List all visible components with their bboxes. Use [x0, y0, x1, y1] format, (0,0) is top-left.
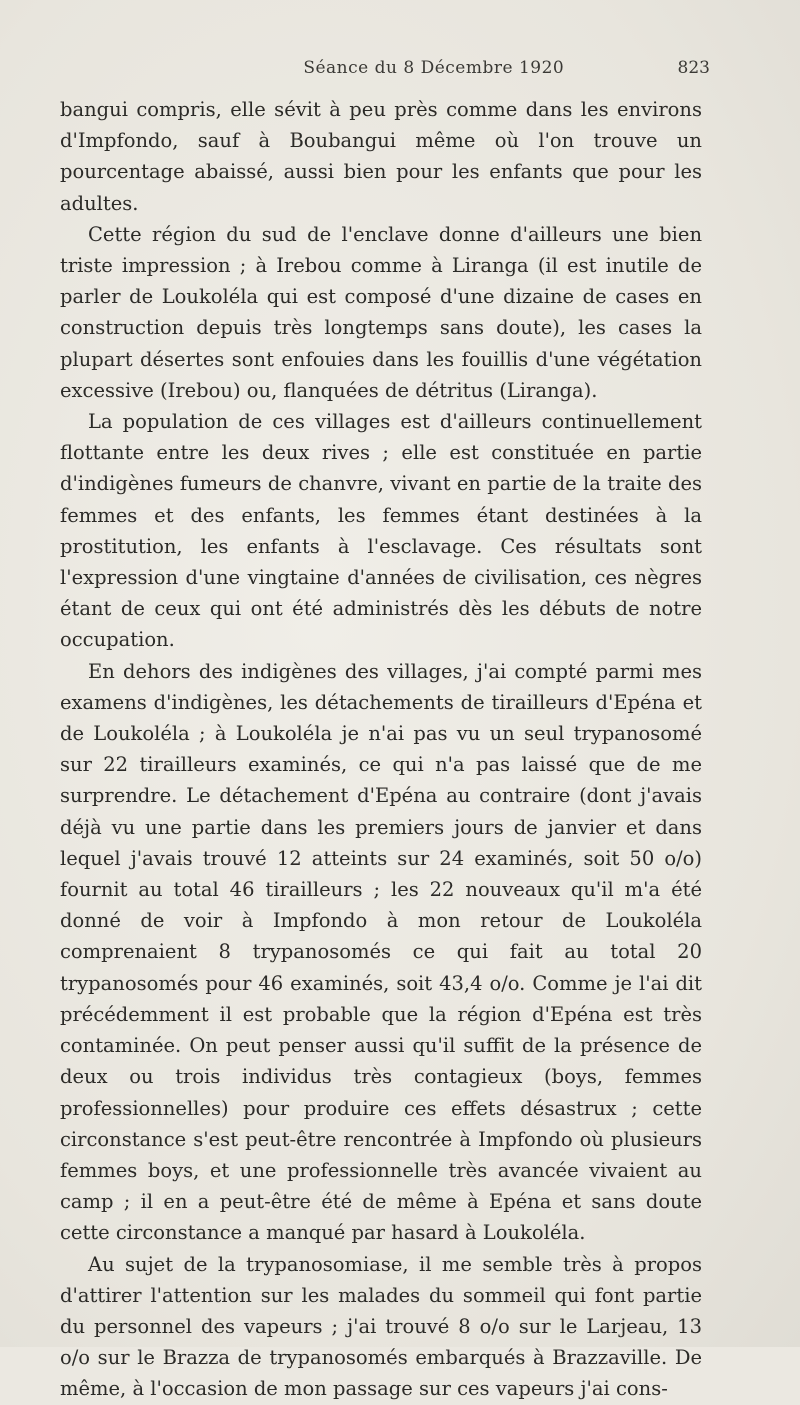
- paragraph: Cette région du sud de l'enclave donne d'ailleurs une bien triste impression ; à Irebou comme à Liranga (il est inutile de parler de Loukoléla qui est composé d'une dizaine de cases en construction depuis très longtemps sans doute), les cases la plupart désertes sont enfouies dans les fouillis d'une végétation excessive (Irebou) ou, flanquées de détritus (Liranga).: [60, 222, 702, 402]
- running-head: [60, 58, 710, 90]
- paragraph: La population de ces villages est d'ailleurs continuellement flottante entre les deux rives ; elle est constituée en partie d'indigènes fumeurs de chanvre, vivant en partie de la traite des femmes et des enfants, les femmes étant destinées à la prostitution, les enfants à l'esclavage. Ces résultats sont l'expression d'une vingtaine d'années de civilisation, ces nègres étant de ceux qui ont été administrés dès les débuts de notre occupation.: [60, 410, 702, 652]
- paragraph: bangui compris, elle sévit à peu près comme dans les environs d'Impfondo, sauf à Boubangui même où l'on trouve un pourcentage abaissé, aussi bien pour les enfants que pour les adultes.: [60, 98, 702, 215]
- body-text: [60, 94, 702, 1405]
- paragraph: En dehors des indigènes des villages, j'ai compté parmi mes examens d'indigènes, les détachements de tirailleurs d'Epéna et de Loukoléla ; à Loukoléla je n'ai pas vu un seul trypanosomé sur 22 tirailleurs examinés, ce qui n'a pas laissé que de me surprendre. Le détachement d'Epéna au contraire (dont j'avais déjà vu une partie dans les premiers jours de janvier et dans lequel j'avais trouvé 12 atteints sur 24 examinés, soit 50 o/o) fournit au total 46 tirailleurs ; les 22 nouveaux qu'il m'a été donné de voir à Impfondo à mon retour de Loukoléla comprenaient 8 trypanosomés ce qui fait au total 20 trypanosomés pour 46 examinés, soit 43,4 o/o. Comme je l'ai dit précédemment il est probable que la région d'Epéna est très contaminée. On peut penser aussi qu'il suffit de la présence de deux ou trois individus très contagieux (boys, femmes professionnelles) pour produire ces effets désastrux ; cette circonstance s'est peut-être rencontrée à Impfondo où plusieurs femmes boys, et une professionnelle très avancée vivaient au camp ; il en a peut-être été de même à Epéna et sans doute cette circonstance a manqué par hasard à Loukoléla.: [60, 659, 702, 1245]
- running-title: Séance du 8 Décembre 1920: [303, 58, 565, 78]
- page-number: 823: [677, 58, 710, 78]
- paragraph: Au sujet de la trypanosomiase, il me semble très à propos d'attirer l'attention sur les malades du sommeil qui font partie du personnel des vapeurs ; j'ai trouvé 8 o/o sur le Larjeau, 13 o/o sur le Brazza de trypanosomés embarqués à Brazzaville. De même, à l'occasion de mon passage sur ces vapeurs j'ai cons-: [60, 1252, 702, 1401]
